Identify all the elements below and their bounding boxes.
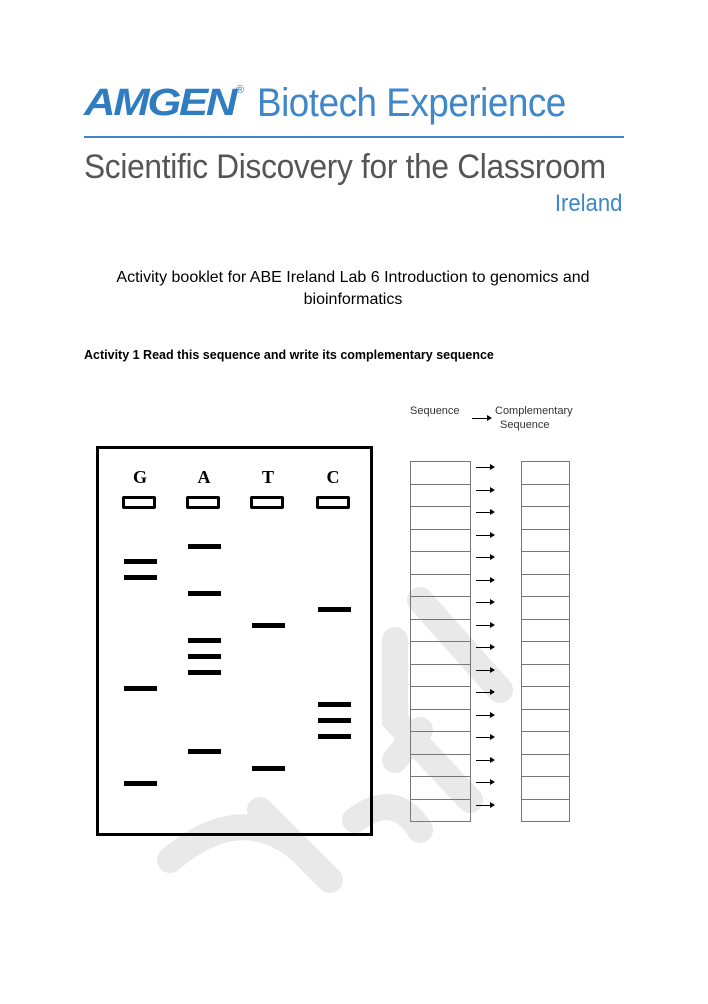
sequence-column — [410, 461, 471, 822]
band-g — [124, 686, 157, 691]
complement-cell[interactable] — [522, 755, 569, 778]
complement-cell[interactable] — [522, 507, 569, 530]
row-arrow-icon — [476, 580, 492, 581]
sequence-cell[interactable] — [411, 732, 470, 755]
header-arrow-icon — [472, 418, 490, 419]
band-a — [188, 638, 221, 643]
sequence-cell[interactable] — [411, 485, 470, 508]
sequencing-gel — [96, 446, 373, 836]
complement-cell[interactable] — [522, 687, 569, 710]
sequence-cell[interactable] — [411, 530, 470, 553]
amgen-logo: AMGEN — [84, 82, 236, 124]
row-arrow-icon — [476, 737, 492, 738]
sequence-cell[interactable] — [411, 665, 470, 688]
complement-cell[interactable] — [522, 800, 569, 822]
complement-cell[interactable] — [522, 732, 569, 755]
well-c — [316, 496, 350, 509]
row-arrow-icon — [476, 512, 492, 513]
complement-cell[interactable] — [522, 597, 569, 620]
sequence-header: Sequence — [410, 405, 460, 417]
row-arrow-icon — [476, 490, 492, 491]
band-g — [124, 575, 157, 580]
well-t — [250, 496, 284, 509]
band-a — [188, 654, 221, 659]
band-a — [188, 749, 221, 754]
band-c — [318, 734, 351, 739]
complement-cell[interactable] — [522, 642, 569, 665]
row-arrow-icon — [476, 760, 492, 761]
row-arrow-icon — [476, 602, 492, 603]
row-arrow-icon — [476, 625, 492, 626]
complement-column — [521, 461, 570, 822]
row-arrow-icon — [476, 805, 492, 806]
band-g — [124, 559, 157, 564]
complement-cell[interactable] — [522, 575, 569, 598]
sequence-cell[interactable] — [411, 462, 470, 485]
row-arrow-icon — [476, 535, 492, 536]
sequence-cell[interactable] — [411, 507, 470, 530]
row-arrow-icon — [476, 715, 492, 716]
band-a — [188, 591, 221, 596]
activity-heading: Activity 1 Read this sequence and write its complementary sequence — [84, 348, 494, 362]
row-arrow-icon — [476, 647, 492, 648]
complement-cell[interactable] — [522, 710, 569, 733]
lane-label-t: T — [261, 467, 274, 487]
band-t — [252, 766, 285, 771]
band-a — [188, 544, 221, 549]
program-tagline: Scientific Discovery for the Classroom — [84, 148, 606, 186]
band-t — [252, 623, 285, 628]
sequence-cell[interactable] — [411, 755, 470, 778]
complement-cell[interactable] — [522, 620, 569, 643]
document-title: Activity booklet for ABE Ireland Lab 6 Introduction to genomics and bioinformatics — [116, 269, 590, 308]
row-arrow-icon — [476, 692, 492, 693]
complement-cell[interactable] — [522, 777, 569, 800]
program-region: Ireland — [554, 190, 622, 217]
registered-mark: ® — [236, 84, 245, 96]
lane-label-g: G — [132, 467, 147, 487]
header-divider — [84, 136, 624, 138]
sequence-cell[interactable] — [411, 597, 470, 620]
band-c — [318, 718, 351, 723]
band-a — [188, 670, 221, 675]
program-title: Biotech Experience — [257, 81, 566, 125]
band-c — [318, 702, 351, 707]
sequence-cell[interactable] — [411, 710, 470, 733]
complement-cell[interactable] — [522, 530, 569, 553]
well-a — [186, 496, 220, 509]
row-arrow-icon — [476, 782, 492, 783]
sequence-cell[interactable] — [411, 575, 470, 598]
sequence-cell[interactable] — [411, 620, 470, 643]
sequence-cell[interactable] — [411, 552, 470, 575]
complement-header-line2: Sequence — [500, 419, 550, 431]
complement-cell[interactable] — [522, 665, 569, 688]
complement-cell[interactable] — [522, 485, 569, 508]
well-g — [122, 496, 156, 509]
sequence-cell[interactable] — [411, 687, 470, 710]
row-arrow-icon — [476, 467, 492, 468]
lane-label-a: A — [197, 467, 211, 487]
complement-header-line1: Complementary — [495, 405, 573, 417]
band-c — [318, 607, 351, 612]
row-arrow-icon — [476, 557, 492, 558]
sequence-cell[interactable] — [411, 800, 470, 822]
sequence-cell[interactable] — [411, 642, 470, 665]
band-g — [124, 781, 157, 786]
complement-cell[interactable] — [522, 552, 569, 575]
sequence-cell[interactable] — [411, 777, 470, 800]
row-arrow-icon — [476, 670, 492, 671]
complement-cell[interactable] — [522, 462, 569, 485]
lane-label-c: C — [326, 467, 340, 487]
